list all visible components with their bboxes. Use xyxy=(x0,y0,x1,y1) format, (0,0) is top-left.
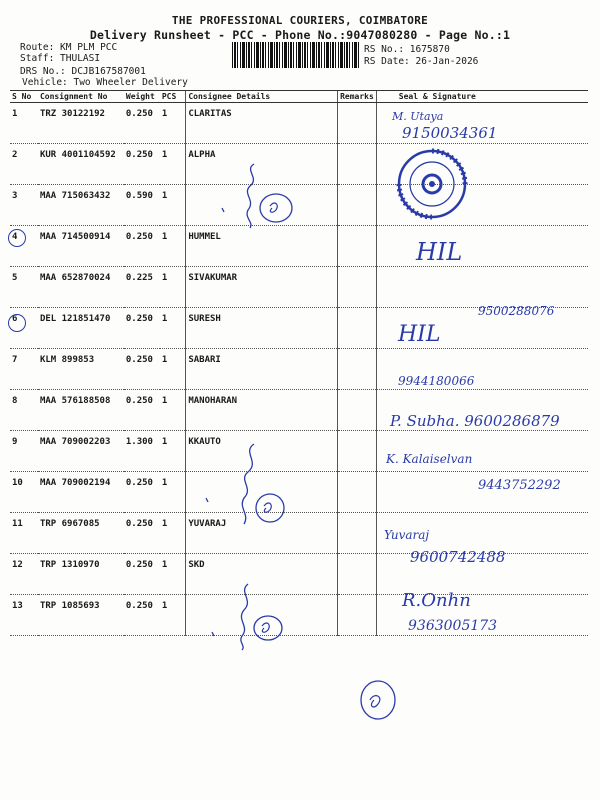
cell-consignee: MANOHARAN xyxy=(186,390,338,431)
cell-remarks xyxy=(338,431,377,472)
cell-consignment: TRZ 30122192 xyxy=(38,103,124,144)
col-remarks: Remarks xyxy=(338,91,377,103)
cell-weight: 0.250 xyxy=(124,144,160,185)
cell-consignment: MAA 715063432 xyxy=(38,185,124,226)
route-label: Route: KM PLM PCC xyxy=(20,42,118,53)
cell-pcs: 1 xyxy=(160,472,186,513)
col-consignee: Consignee Details xyxy=(186,91,338,103)
cell-remarks xyxy=(338,267,377,308)
cell-consignee: SKD xyxy=(186,554,338,595)
cell-consignment: MAA 576188508 xyxy=(38,390,124,431)
cell-weight: 0.250 xyxy=(124,554,160,595)
table-row xyxy=(10,431,588,472)
cell-sno: 1 xyxy=(10,103,38,144)
cell-pcs: 1 xyxy=(160,267,186,308)
cell-pcs: 1 xyxy=(160,226,186,267)
table-row xyxy=(10,595,588,636)
cell-consignee: SIVAKUMAR xyxy=(186,267,338,308)
cell-pcs: 1 xyxy=(160,103,186,144)
cell-consignment: MAA 709002194 xyxy=(38,472,124,513)
cell-sno: 4 xyxy=(10,226,38,267)
r6-signature-phone: 9500288076 xyxy=(478,304,555,318)
cell-consignee: HUMMEL xyxy=(186,226,338,267)
barcode xyxy=(232,42,360,68)
r1-signature-phone: 9150034361 xyxy=(402,124,498,142)
row4-circle-mark xyxy=(8,229,26,247)
drs-label: DRS No.: DCJB167587001 xyxy=(20,66,146,77)
table-row xyxy=(10,349,588,390)
cell-consignment: TRP 6967085 xyxy=(38,513,124,554)
cell-consignment: TRP 1310970 xyxy=(38,554,124,595)
signature-mark-row3 xyxy=(240,160,300,230)
cell-sno: 2 xyxy=(10,144,38,185)
cell-remarks xyxy=(338,390,377,431)
row6-circle-mark xyxy=(8,314,26,332)
cell-remarks xyxy=(338,595,377,636)
cell-pcs: 1 xyxy=(160,390,186,431)
cell-weight: 0.250 xyxy=(124,103,160,144)
vehicle-label: Vehicle: Two Wheeler Delivery xyxy=(22,77,188,88)
cell-consignment: MAA 709002203 xyxy=(38,431,124,472)
r13-signature-phone: 9363005173 xyxy=(408,618,498,634)
cell-weight: 0.250 xyxy=(124,390,160,431)
cell-consignee: SURESH xyxy=(186,308,338,349)
cell-sno: 13 xyxy=(10,595,38,636)
runsheet-title: Delivery Runsheet - PCC - Phone No.:9047080280 - Page No.:1 xyxy=(89,28,511,42)
cell-consignee: ALPHA xyxy=(186,144,338,185)
cell-consignment: KLM 899853 xyxy=(38,349,124,390)
cell-consignment: MAA 652870024 xyxy=(38,267,124,308)
cell-consignment: MAA 714500914 xyxy=(38,226,124,267)
r12-signature-scrawl: R.Onhn xyxy=(402,590,471,611)
cell-consignee: YUVARAJ xyxy=(186,513,338,554)
cell-sno: 11 xyxy=(10,513,38,554)
cell-pcs: 1 xyxy=(160,308,186,349)
col-sno: S No xyxy=(10,91,38,103)
cell-weight: 0.250 xyxy=(124,349,160,390)
cell-weight: 0.250 xyxy=(124,472,160,513)
rs-number: RS No.: 1675870 xyxy=(364,44,450,55)
cell-remarks xyxy=(338,472,377,513)
table-row xyxy=(10,226,588,267)
cell-pcs: 1 xyxy=(160,554,186,595)
rs-date: RS Date: 26-Jan-2026 xyxy=(364,56,479,67)
r1-signature-name: M. Utaya xyxy=(392,110,444,123)
table-row xyxy=(10,267,588,308)
cell-sno: 12 xyxy=(10,554,38,595)
cell-sno: 10 xyxy=(10,472,38,513)
cell-consignment: TRP 1085693 xyxy=(38,595,124,636)
cell-weight: 0.250 xyxy=(124,513,160,554)
r11-signature-name: Yuvaraj xyxy=(384,528,430,542)
cell-remarks xyxy=(338,308,377,349)
cell-consignee: KKAUTO xyxy=(186,431,338,472)
cell-seal xyxy=(376,267,588,308)
cell-weight: 0.250 xyxy=(124,226,160,267)
cell-consignment: KUR 4001104592 xyxy=(38,144,124,185)
cell-pcs: 1 xyxy=(160,595,186,636)
col-consignment: Consignment No xyxy=(38,91,124,103)
r11-signature-phone: 9600742488 xyxy=(410,548,506,566)
r10-signature-phone: 9443752292 xyxy=(478,478,561,493)
bottom-signature-mark xyxy=(358,678,398,722)
company-name: THE PROFESSIONAL COURIERS, COIMBATORE xyxy=(171,14,429,27)
r4-signature: HIL xyxy=(416,238,463,266)
cell-consignment: DEL 121851470 xyxy=(38,308,124,349)
cell-remarks xyxy=(338,103,377,144)
col-seal: Seal & Signature xyxy=(376,91,588,103)
cell-weight: 0.250 xyxy=(124,595,160,636)
signature-mark-row13 xyxy=(234,580,294,650)
table-header-row xyxy=(10,91,588,103)
cell-remarks xyxy=(338,349,377,390)
cell-remarks xyxy=(338,226,377,267)
col-pcs: PCS xyxy=(160,91,186,103)
cell-sno: 3 xyxy=(10,185,38,226)
r7-signature-phone: 9944180066 xyxy=(398,374,475,388)
cell-sno: 9 xyxy=(10,431,38,472)
cell-sno: 8 xyxy=(10,390,38,431)
cell-pcs: 1 xyxy=(160,349,186,390)
cell-weight: 0.590 xyxy=(124,185,160,226)
r6-signature-hil: HIL xyxy=(398,322,441,347)
cell-pcs: 1 xyxy=(160,144,186,185)
cell-sno: 6 xyxy=(10,308,38,349)
cell-weight: 1.300 xyxy=(124,431,160,472)
signature-mark-row10 xyxy=(230,440,290,530)
staff-label: Staff: THULASI xyxy=(20,53,101,64)
cell-pcs: 1 xyxy=(160,431,186,472)
cell-sno: 5 xyxy=(10,267,38,308)
cell-remarks xyxy=(338,554,377,595)
cell-remarks xyxy=(338,513,377,554)
cell-pcs: 1 xyxy=(160,513,186,554)
r8-signature: P. Subha. 9600286879 xyxy=(390,412,560,430)
col-weight: Weight xyxy=(124,91,160,103)
cell-remarks xyxy=(338,144,377,185)
cell-remarks xyxy=(338,185,377,226)
cell-weight: 0.250 xyxy=(124,308,160,349)
cell-consignee: SABARI xyxy=(186,349,338,390)
cell-sno: 7 xyxy=(10,349,38,390)
seal-stamp xyxy=(396,148,468,220)
cell-weight: 0.225 xyxy=(124,267,160,308)
cell-consignee: CLARITAS xyxy=(186,103,338,144)
cell-seal xyxy=(376,226,588,267)
r9-signature-name: K. Kalaiselvan xyxy=(386,452,473,466)
cell-pcs: 1 xyxy=(160,185,186,226)
table-row xyxy=(10,103,588,144)
